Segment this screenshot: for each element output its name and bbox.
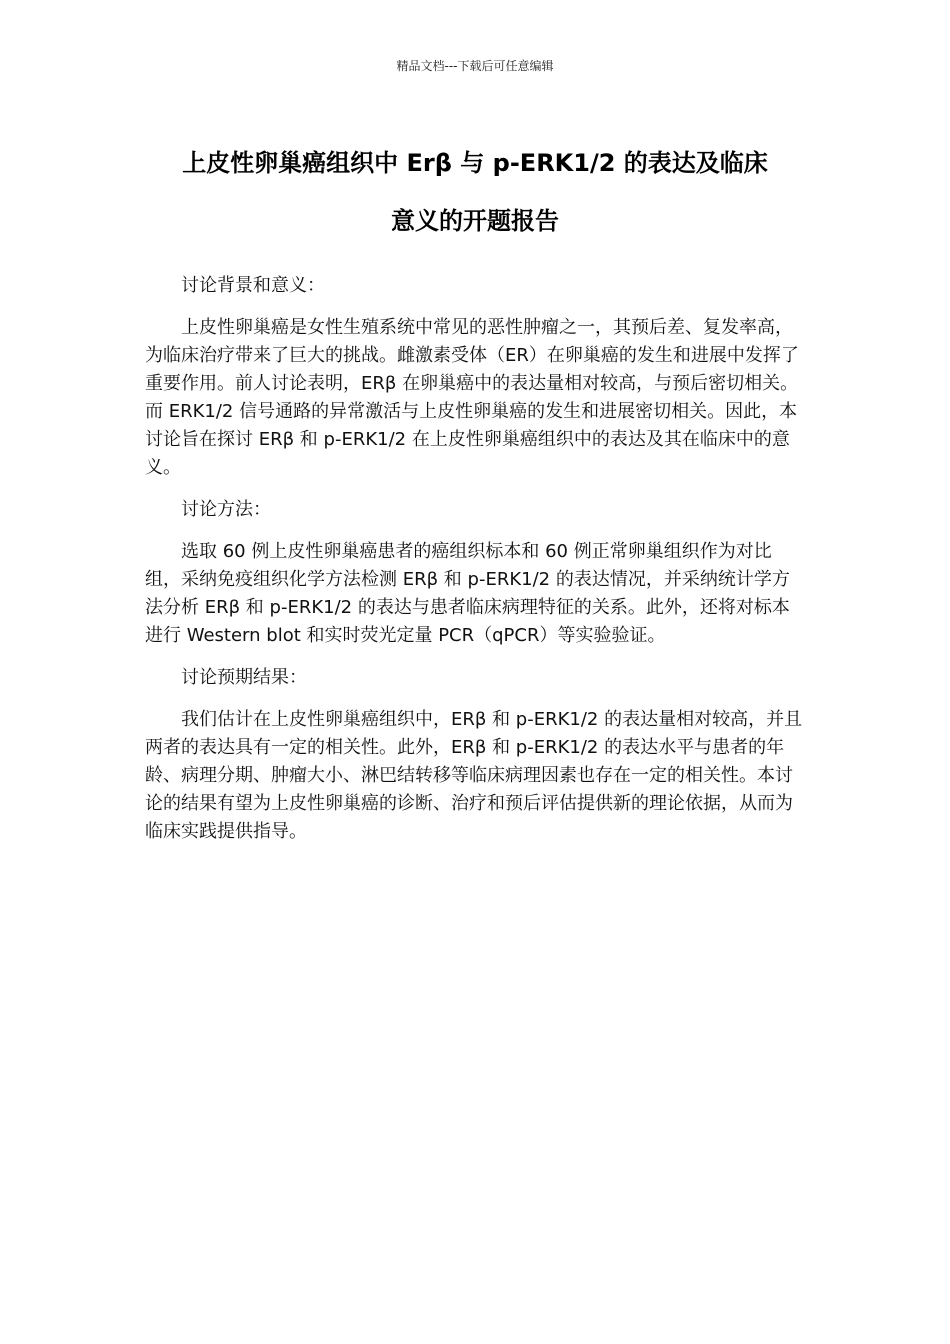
section-heading-expected-results: 讨论预期结果： [181, 667, 307, 688]
paragraph-methods: 选取 60 例上皮性卵巢癌患者的癌组织标本和 60 例正常卵巢组织作为对比组，采纳免疫组织化学方法检测 ERβ 和 p-ERK1/2 的表达情况，并采纳统计学方法分析 ERβ 和 p-ERK1/2 的表达与患者临床病理特征的关系。此外，还将对标本进行 Western blot 和实时荧光定量 PCR（qPCR）等实验验证。 [145, 541, 790, 646]
document-body [145, 272, 805, 860]
paragraph-background: 上皮性卵巢癌是女性生殖系统中常见的恶性肿瘤之一，其预后差、复发率高，为临床治疗带来了巨大的挑战。雌激素受体（ER）在卵巢癌的发生和进展中发挥了重要作用。前人讨论表明，ERβ 在卵巢癌中的表达量相对较高，与预后密切相关。而 ERK1/2 信号通路的异常激活与上皮性卵巢癌的发生和进展密切相关。因此，本讨论旨在探讨 ERβ 和 p-ERK1/2 在上皮性卵巢癌组织中的表达及其在临床中的意义。 [145, 317, 799, 478]
document-title-line-2: 意义的开题报告 [391, 207, 559, 235]
paragraph-expected-results: 我们估计在上皮性卵巢癌组织中，ERβ 和 p-ERK1/2 的表达量相对较高，并且两者的表达具有一定的相关性。此外，ERβ 和 p-ERK1/2 的表达水平与患者的年龄、病理分期、肿瘤大小、淋巴结转移等临床病理因素也存在一定的相关性。本讨论的结果有望为上皮性卵巢癌的诊断、治疗和预后评估提供新的理论依据，从而为临床实践提供指导。 [145, 709, 803, 842]
section-heading-methods: 讨论方法： [181, 499, 271, 520]
page-header: 精品文档---下载后可任意编辑 [396, 59, 554, 73]
document-title-line-1: 上皮性卵巢癌组织中 Erβ 与 p-ERK1/2 的表达及临床 [182, 149, 768, 177]
section-heading-background: 讨论背景和意义： [181, 275, 325, 296]
document-title [130, 134, 820, 250]
